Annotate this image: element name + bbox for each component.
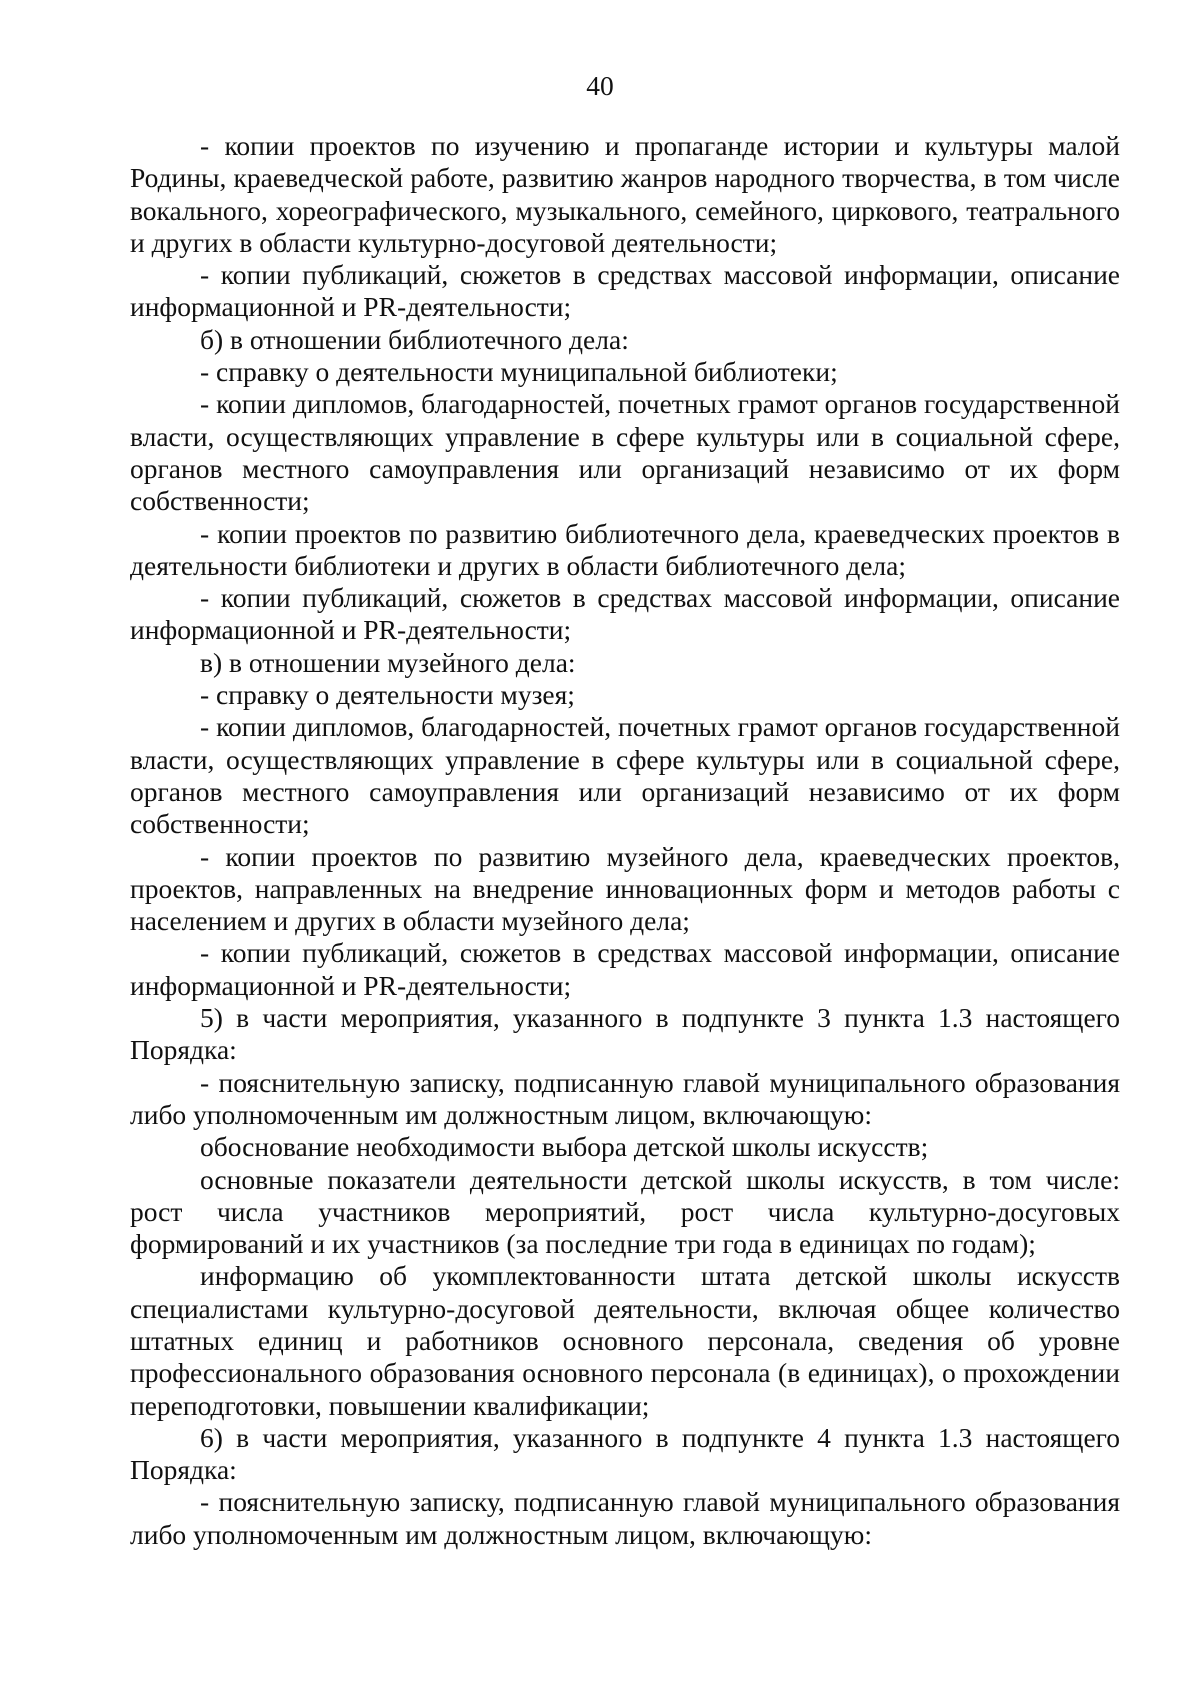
- paragraph: - пояснительную записку, подписанную главой муниципального образования либо уполномоченным им должностным лицом, включающую:: [130, 1486, 1120, 1550]
- paragraph: - пояснительную записку, подписанную главой муниципального образования либо уполномоченным им должностным лицом, включающую:: [130, 1066, 1120, 1130]
- paragraph: - копии дипломов, благодарностей, почетных грамот органов государственной власти, осуществляющих управление в сфере культуры или в социальной сфере, органов местного самоуправления или организаций независимо от их форм собственности;: [130, 711, 1120, 840]
- paragraph: в) в отношении музейного дела:: [200, 646, 576, 678]
- paragraph: - копии публикаций, сюжетов в средствах массовой информации, описание информационной и PR-деятельности;: [130, 582, 1120, 646]
- paragraph: - копии публикаций, сюжетов в средствах массовой информации, описание информационной и PR-деятельности;: [130, 259, 1120, 323]
- paragraph: информацию об укомплектованности штата детской школы искусств специалистами культурно-досуговой деятельности, включая общее количество штатных единиц и работников основного персонала, сведения об уровне профессионального образования основного персонала (в единицах), о прохождении переподготовки, повышении квалификации;: [130, 1260, 1120, 1421]
- paragraph: - справку о деятельности муниципальной библиотеки;: [200, 356, 838, 388]
- paragraph: - копии проектов по развитию библиотечного дела, краеведческих проектов в деятельности библиотеки и других в области библиотечного дела;: [130, 517, 1120, 581]
- document-body: [130, 130, 1120, 1551]
- paragraph: 5) в части мероприятия, указанного в подпункте 3 пункта 1.3 настоящего Порядка:: [130, 1002, 1120, 1066]
- paragraph: - копии проектов по развитию музейного дела, краеведческих проектов, проектов, направленных на внедрение инновационных форм и методов работы с населением и других в области музейного дела;: [130, 840, 1120, 937]
- paragraph: основные показатели деятельности детской школы искусств, в том числе: рост числа участников мероприятий, рост числа культурно-досуговых формирований и их участников (за последние три года в единицах по годам);: [130, 1163, 1120, 1260]
- paragraph: - справку о деятельности музея;: [200, 679, 575, 711]
- paragraph: - копии публикаций, сюжетов в средствах массовой информации, описание информационной и PR-деятельности;: [130, 937, 1120, 1001]
- paragraph: обоснование необходимости выбора детской школы искусств;: [200, 1131, 929, 1163]
- paragraph: б) в отношении библиотечного дела:: [200, 323, 629, 355]
- paragraph: - копии проектов по изучению и пропаганде истории и культуры малой Родины, краеведческой работе, развитию жанров народного творчества, в том числе вокального, хореографического, музыкального, семейного, циркового, театрального и других в области культурно-досуговой деятельности;: [130, 130, 1120, 258]
- page-number: 40: [586, 70, 614, 101]
- paragraph: - копии дипломов, благодарностей, почетных грамот органов государственной власти, осуществляющих управление в сфере культуры или в социальной сфере, органов местного самоуправления или организаций независимо от их форм собственности;: [130, 388, 1120, 517]
- paragraph: 6) в части мероприятия, указанного в подпункте 4 пункта 1.3 настоящего Порядка:: [130, 1421, 1120, 1486]
